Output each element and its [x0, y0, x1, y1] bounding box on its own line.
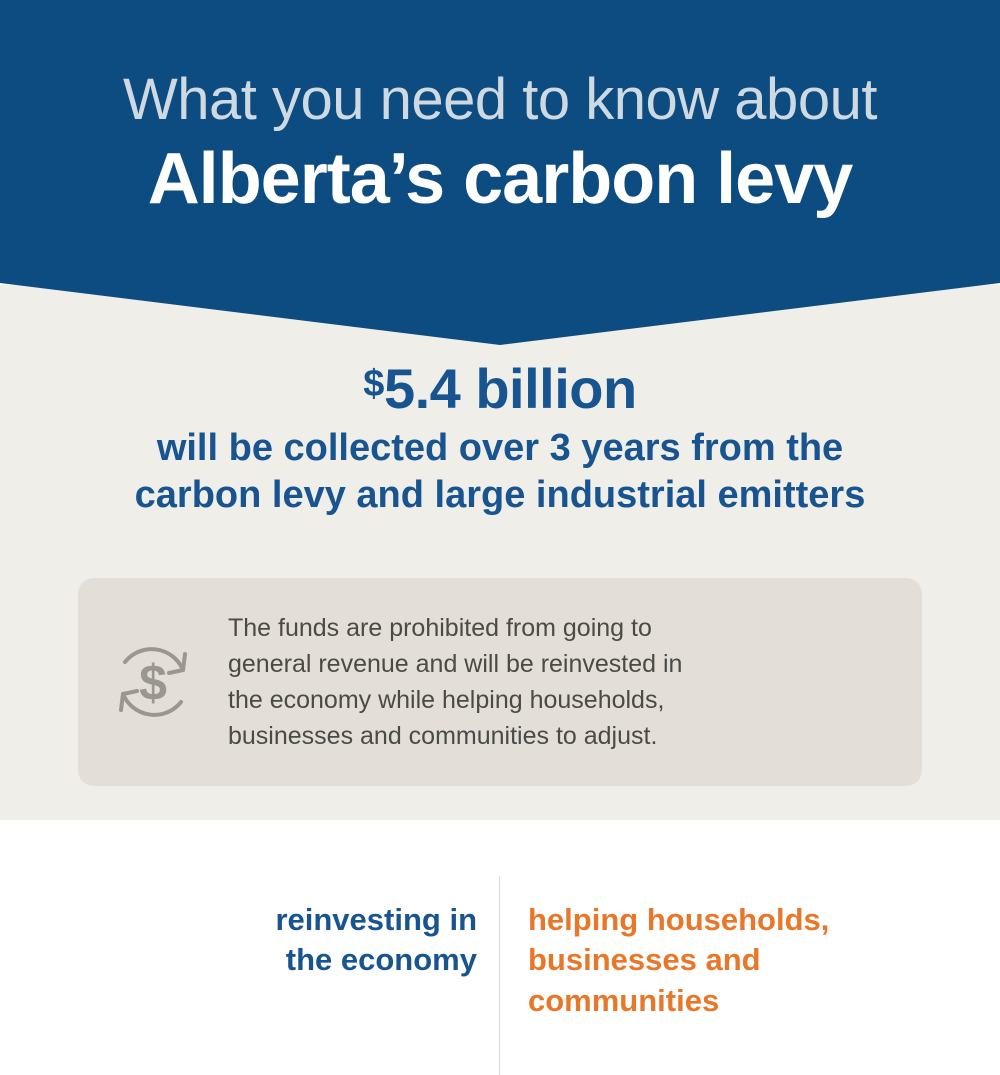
note-line-3: the economy while helping households,: [228, 686, 665, 714]
amount-value: 5.4 billion: [383, 357, 637, 420]
dollar-recycle-icon: [78, 628, 228, 736]
note-card: [78, 578, 922, 786]
note-line-4: businesses and communities to adjust.: [228, 722, 658, 751]
note-text: [228, 610, 722, 755]
bottom-columns: [0, 900, 1000, 1075]
column-helping: [500, 900, 1000, 1075]
amount-subline: [0, 425, 1000, 520]
column-reinvesting: [0, 900, 500, 1075]
header-banner: [0, 0, 1000, 345]
column-helping-line2: businesses and: [528, 942, 761, 978]
column-helping-line1: helping households,: [528, 902, 830, 937]
currency-symbol: $: [363, 363, 384, 405]
column-reinvesting-line1: reinvesting in: [275, 902, 477, 937]
page-title: Alberta’s carbon levy: [147, 138, 853, 219]
svg-text:$: $: [139, 655, 167, 711]
column-reinvesting-line2: the economy: [285, 942, 477, 978]
dollar-recycle-icon-svg: [99, 628, 207, 736]
column-divider: [499, 876, 500, 1075]
amount-headline: [0, 357, 1000, 420]
column-helping-line3: communities: [528, 982, 720, 1018]
amount-subline-line1: will be collected over 3 years from the: [156, 426, 844, 469]
note-line-2: general revenue and will be reinvested in: [228, 649, 683, 678]
main-statement: [0, 357, 1000, 520]
header-kicker: What you need to know about: [123, 66, 877, 132]
amount-subline-line2: carbon levy and large industrial emitters: [134, 474, 866, 517]
note-line-1: The funds are prohibited from going to: [228, 613, 652, 642]
